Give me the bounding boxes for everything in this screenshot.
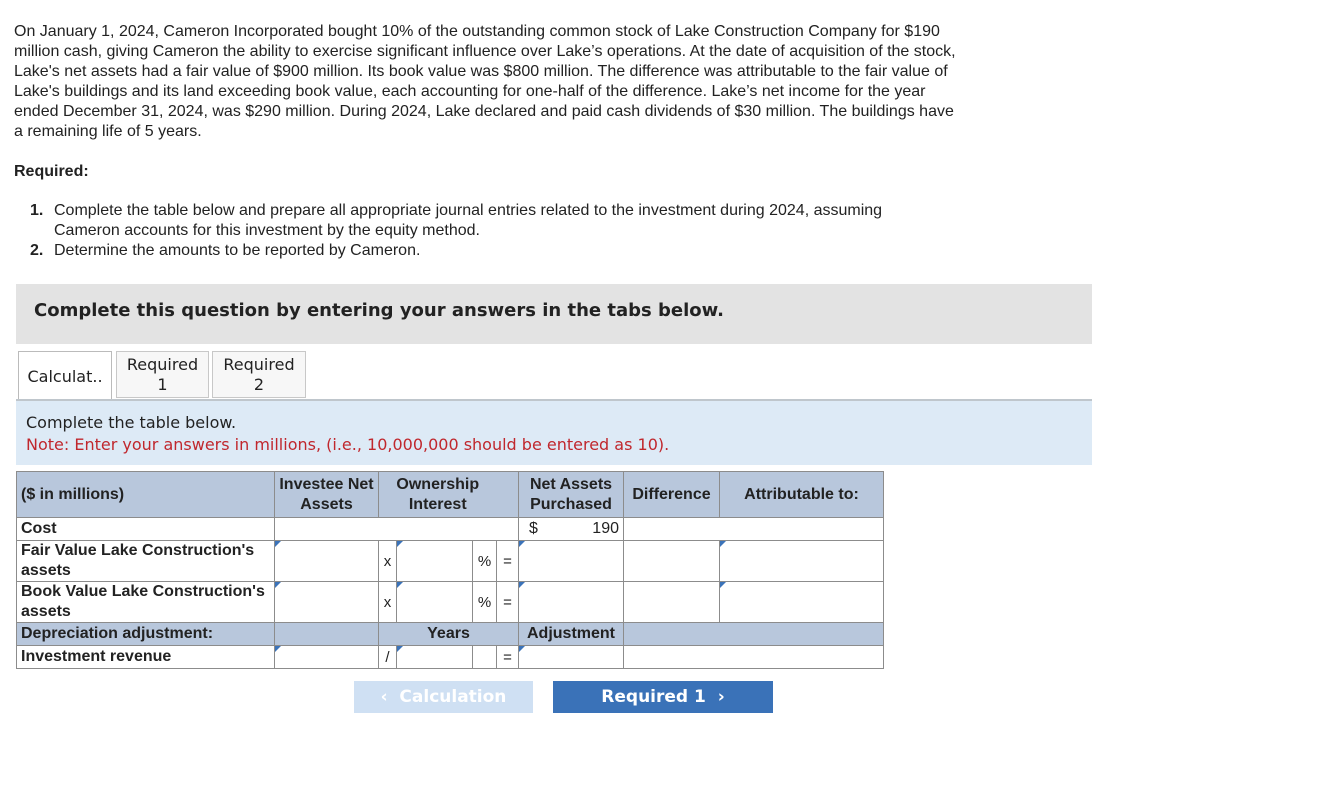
- table-row-depreciation: Depreciation adjustment: Years Adjustment: [17, 623, 884, 646]
- revenue-amount-input[interactable]: [275, 646, 379, 669]
- tab-required-1[interactable]: Required 1: [116, 351, 209, 398]
- fair-value-ownership-input[interactable]: [397, 541, 473, 582]
- fair-value-net-assets-input[interactable]: [275, 541, 379, 582]
- calculation-table: [16, 471, 884, 669]
- chevron-left-icon: ‹: [380, 687, 388, 707]
- requirement-2: 2. Determine the amounts to be reported by Cameron.: [30, 242, 421, 259]
- header-purchased: Net Assets Purchased: [519, 472, 624, 518]
- header-ownership: Ownership Interest: [379, 472, 497, 518]
- problem-intro: On January 1, 2024, Cameron Incorporated bought 10% of the outstanding common stock of Lake Construction Company for $190 million cash, giving Cameron the ability to exercise significant influence over Lake’s operations. At the date of acquisition of the stock, Lake's net assets had a fair value of $900 million. Its book value was $800 million. The difference was attributable to the fair value of Lake's buildings and its land exceeding book value, each accounting for one-half of the difference. Lake’s net income for the year ended December 31, 2024, was $290 million. During 2024, Lake declared and paid cash dividends of $30 million. The buildings have a remaining life of 5 years.: [14, 23, 956, 140]
- header-label: ($ in millions): [17, 472, 275, 518]
- table-row-book-value: Book Value Lake Construction's assets x % =: [17, 582, 884, 623]
- table-row-investment-revenue: Investment revenue / =: [17, 646, 884, 669]
- book-value-ownership-input[interactable]: [397, 582, 473, 623]
- book-value-net-assets-input[interactable]: [275, 582, 379, 623]
- header-difference: Difference: [624, 472, 720, 518]
- table-row-fair-value: Fair Value Lake Construction's assets x % =: [17, 541, 884, 582]
- header-net-assets: Investee Net Assets: [275, 472, 379, 518]
- revenue-years-input[interactable]: [397, 646, 473, 669]
- fair-value-purchased-input[interactable]: [519, 541, 624, 582]
- requirements-list: [30, 201, 930, 261]
- note-panel: Complete the table below. Note: Enter your answers in millions, (i.e., 10,000,000 should be entered as 10).: [16, 401, 1092, 465]
- tab-calculation[interactable]: Calculat..: [18, 351, 112, 400]
- table-row-cost: Cost $ 190: [17, 518, 884, 541]
- instructions-banner: Complete this question by entering your answers in the tabs below.: [16, 284, 1092, 344]
- book-value-purchased-input[interactable]: [519, 582, 624, 623]
- tab-required-2[interactable]: Required 2: [212, 351, 306, 398]
- required-heading: Required:: [14, 163, 89, 180]
- book-value-attributable-input[interactable]: [720, 582, 884, 623]
- revenue-adjustment-input[interactable]: [519, 646, 624, 669]
- header-attributable: Attributable to:: [720, 472, 884, 518]
- table-header-row: [17, 472, 884, 518]
- fair-value-attributable-input[interactable]: [720, 541, 884, 582]
- chevron-right-icon: ›: [717, 687, 725, 707]
- requirement-1: 1. Complete the table below and prepare all appropriate journal entries related to the investment during 2024, assuming Cameron accounts for this investment by the equity method.: [30, 202, 883, 239]
- next-required-1-button[interactable]: Required 1 ›: [553, 681, 773, 713]
- prev-calculation-button[interactable]: ‹ Calculation: [354, 681, 533, 713]
- cost-value-cell: $ 190: [519, 518, 624, 541]
